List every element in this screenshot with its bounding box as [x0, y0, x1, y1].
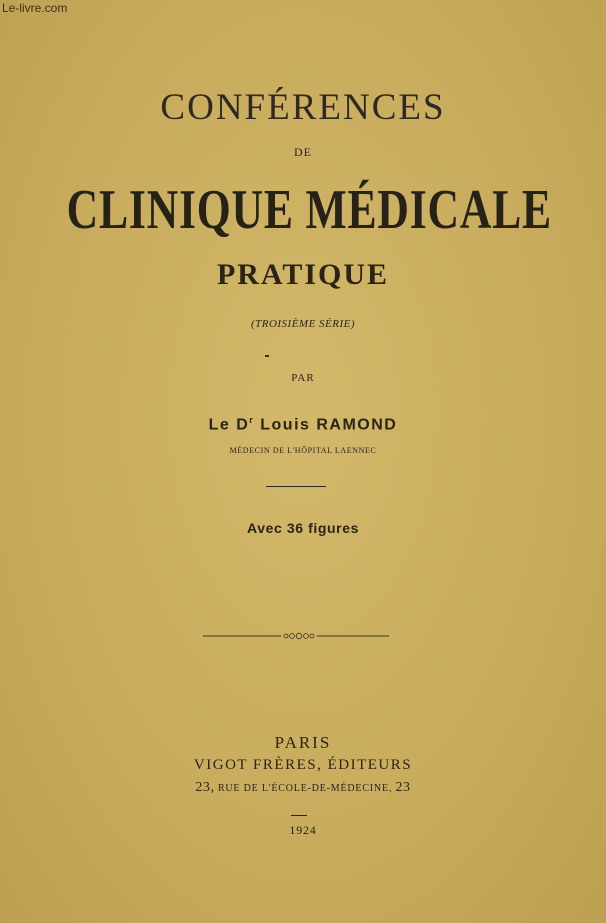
author-name: Louis RAMOND: [254, 416, 398, 434]
ornament-rule: [203, 631, 403, 641]
par-label: PAR: [291, 372, 315, 384]
series-label: (TROISIÈME SÉRIE): [250, 318, 356, 330]
publisher-address: [0, 780, 606, 796]
author-prefix-sup: r: [249, 415, 255, 425]
publisher-name: VIGOT FRÈRES, ÉDITEURS: [193, 757, 413, 773]
figures-note: Avec 36 figures: [247, 520, 359, 536]
address-number-left: 23,: [195, 780, 215, 795]
watermark: Le-livre.com: [2, 1, 68, 15]
title-clinique-medicale: CLINIQUE MÉDICALE: [66, 179, 552, 241]
year-rule: [291, 815, 307, 816]
address-number-right: 23: [395, 780, 411, 795]
title-pratique: PRATIQUE: [216, 258, 390, 291]
author-role: MÉDECIN DE L'HÔPITAL LAENNEC: [229, 446, 377, 455]
title-conferences: CONFÉRENCES: [160, 87, 446, 128]
publisher-city: PARIS: [274, 733, 332, 752]
divider-rule: [266, 486, 326, 487]
address-street: RUE DE L'ÉCOLE-DE-MÉDECINE,: [214, 783, 396, 794]
title-de: DE: [294, 145, 312, 159]
author-prefix: Le D: [208, 416, 250, 434]
dot-mark: [265, 355, 269, 357]
publication-year: 1924: [289, 823, 317, 837]
author-line: [0, 415, 606, 434]
